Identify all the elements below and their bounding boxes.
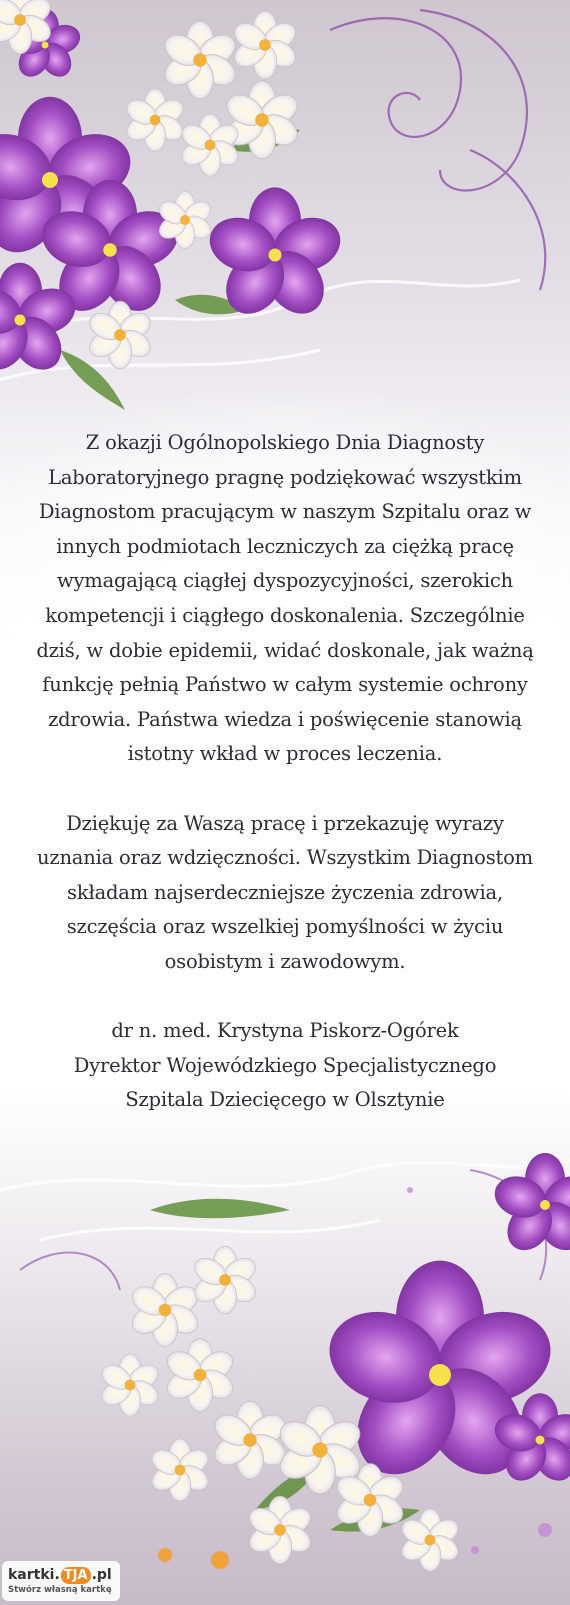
floral-decoration-top: [0, 0, 570, 420]
signature-name: dr n. med. Krystyna Piskorz-Ogórek: [111, 1019, 459, 1043]
brand-name-badge: TJA: [61, 1567, 91, 1584]
greeting-message: [34, 426, 536, 1118]
floral-decoration-bottom: [0, 1150, 570, 1605]
brand-name: [8, 1565, 112, 1585]
signature-title-line-2: Szpitala Dziecięcego w Olsztynie: [125, 1088, 445, 1112]
kartki-tja-logo[interactable]: [2, 1561, 120, 1601]
brand-tagline: Stwórz własną kartkę: [8, 1585, 112, 1595]
message-paragraph-1: Z okazji Ogólnopolskiego Dnia Diagnosty Laboratoryjnego pragnę podziękować wszystkim Diagnostom pracującym w naszym Szpitalu oraz w innych podmiotach leczniczych za ciężką pracę wymagającą ciągłej dyspozycyjności, szerokich kompetencji i ciągłego doskonalenia. Szczególnie dziś, w dobie epidemii, widać doskonale, jak ważną funkcję pełnią Państwo w całym systemie ochrony zdrowia. Państwa wiedza i poświęcenie stanowią istotny wkład w proces leczenia.: [36, 431, 534, 766]
message-paragraph-2: Dziękuję za Waszą pracę i przekazuję wyrazy uznania oraz wdzięczności. Wszystkim Diagnostom składam najserdeczniejsze życzenia zdrowia, szczęścia oraz wszelkiej pomyślności w życiu osobistym i zawodowym.: [37, 811, 533, 973]
brand-name-prefix: kartki.: [8, 1567, 60, 1583]
brand-name-suffix: .pl: [91, 1567, 112, 1583]
signature-title-line-1: Dyrektor Wojewódzkiego Specjalistycznego: [73, 1053, 497, 1077]
